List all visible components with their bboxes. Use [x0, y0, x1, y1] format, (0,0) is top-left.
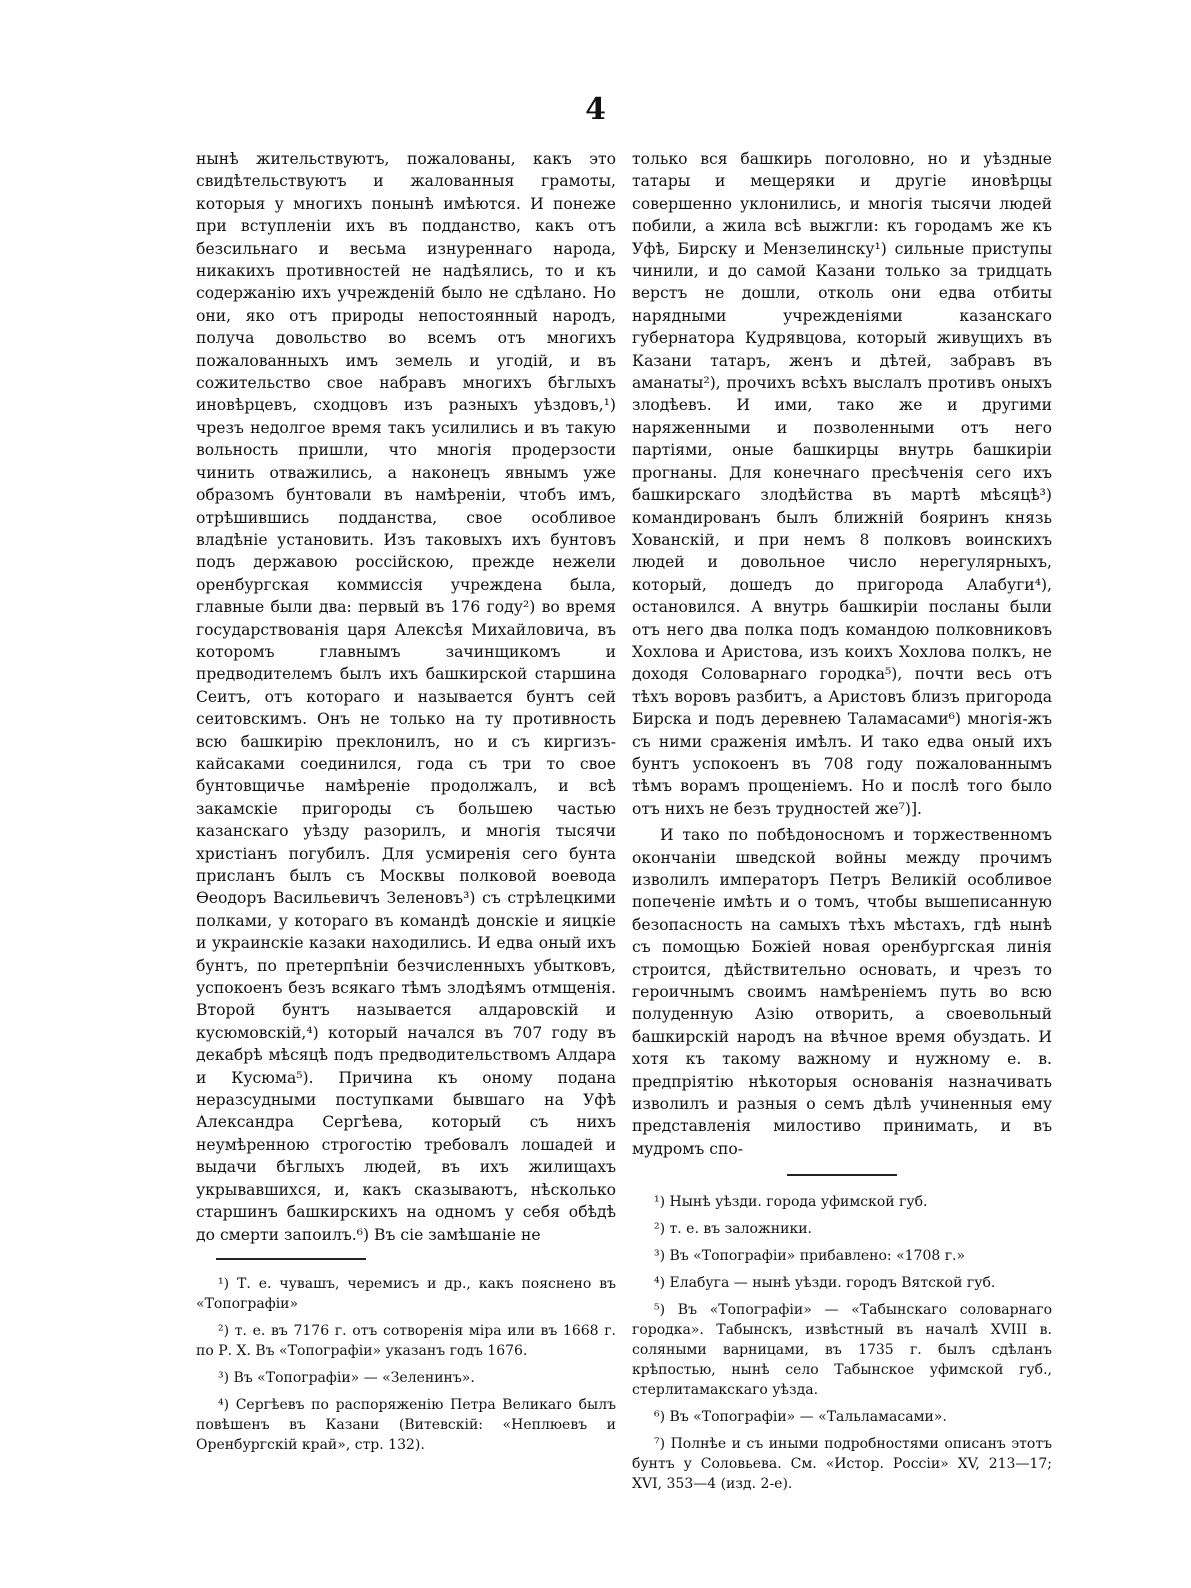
footnote-separator-right: [787, 1174, 897, 1176]
left-footnote-3: ³) Въ «Топографіи» — «Зеленинъ».: [218, 1369, 475, 1386]
footnote-separator-left: [216, 1258, 366, 1260]
right-footnote-3: ³) Въ «Топографіи» прибавлено: «1708 г.»: [654, 1248, 966, 1265]
right-body-text: [632, 148, 1052, 1160]
right-column: [632, 148, 1052, 1501]
left-body-text: [196, 148, 616, 1246]
left-footnote-1: ¹) Т. е. чувашъ, черемисъ и др., какъ пояснено въ «Топографіи»: [196, 1275, 616, 1312]
right-paragraph-1: только вся башкирь поголовно, но и уѣздные татары и мещеряки и другіе иновѣрцы совершенно уклонились, и многія тысячи людей побили, а жила всѣ выжгли: къ городамъ же къ Уфѣ, Бирску и Мензелинску¹) сильные приступы чинили, и до самой Казани только за тридцать верстъ не дошли, отколь они едва отбиты нарядными учрежденіями казанскаго губернатора Кудрявцова, который живущихъ въ Казани татаръ, женъ и дѣтей, забравъ въ аманаты²), прочихъ всѣхъ выслалъ противъ оныхъ злодѣевъ. И ими, тако же и другими наряженными и позволенными отъ него партіями, оные башкирцы внутрь башкиріи прогнаны. Для конечнаго пресѣченія сего ихъ башкирскаго злодѣйства въ мартѣ мѣсяцѣ³) командированъ былъ ближній бояринъ князь Хованскій, и при немъ 8 полковъ воинскихъ людей и довольное число нерегулярныхъ, который, дошедъ до пригорода Алабуги⁴), остановился. А внутрь башкиріи посланы были отъ него два полка подъ командою полковниковъ Хохлова и Аристова, изъ коихъ Хохлова полкъ, не доходя Соловарнаго городка⁵), почти весь отъ тѣхъ воровъ разбитъ, а Аристовъ близъ пригорода Бирска и подъ деревнею Таламасами⁶) многія-жъ съ ними сраженія имѣлъ. И тако едва оный ихъ бунтъ успокоенъ въ 708 году пожалованнымъ тѣмъ ворамъ прощеніемъ. Но и послѣ того было отъ нихъ не безъ трудностей же⁷)].: [632, 150, 1052, 818]
left-paragraph-1: нынѣ жительствуютъ, пожалованы, какъ это свидѣтельствуютъ и жалованныя грамоты, которыя у многихъ понынѣ имѣются. И понеже при вступленіи ихъ въ подданство, какъ отъ безсильнаго и весьма изнуреннаго народа, никакихъ противностей не надѣялись, то и къ содержанію ихъ учрежденій было не сдѣлано. Но они, яко отъ природы непостоянный народъ, получа довольство во всемъ отъ многихъ пожалованныхъ имъ земель и угодій, и въ сожительство свое набравъ многихъ бѣглыхъ иновѣрцевъ, сходцовъ изъ разныхъ уѣздовъ,¹) чрезъ недолгое время такъ усилились и въ такую вольность пришли, что многія продерзости чинить отважились, а наконецъ явнымъ уже образомъ бунтовали въ намѣреніи, чтобъ имъ, отрѣшившись подданства, свое особливое владѣніе установить. Изъ таковыхъ ихъ бунтовъ подъ державою россійскою, прежде нежели оренбургская коммиссія учреждена была, главные были два: первый въ 176 году²) во время государствованія царя Алексѣя Михайловича, въ которомъ главнымъ зачинщикомъ и предводителемъ былъ ихъ башкирской старшина Сеитъ, отъ котораго и называется бунтъ сей сеитовскимъ. Онъ не только на ту противность всю башкирію преклонилъ, но и съ киргизъ-кайсаками соединился, года съ три то свое бунтовщичье намѣреніе продолжалъ, и всѣ закамскіе пригороды съ большею частью казанскаго уѣзду разорилъ, и многія тысячи христіанъ погубилъ. Для усмиренія сего бунта присланъ былъ съ Москвы полковой воевода Ѳеодоръ Васильевичъ Зеленовъ³) съ стрѣлецкими полками, у котораго въ командѣ донскіе и яицкіе и украинскіе казаки находились. И едва оный ихъ бунтъ, по претерпѣніи безчисленныхъ убытковъ, успокоенъ безъ всякаго тѣмъ злодѣямъ отмщенія. Второй бунтъ называется алдаровскій и кусюмовскій,⁴) который начался въ 707 году въ декабрѣ мѣсяцѣ подъ предводительствомъ Алдара и Кусюма⁵). Причина къ оному подана неразсудными поступками бывшаго на Уфѣ Александра Сергѣева, который съ нихъ неумѣренною строгостію требовалъ лошадей и выдачи бѣглыхъ людей, въ ихъ жилищахъ укрывавшихся, и, какъ сказываютъ, нѣсколько старшинъ башкирскихъ на одномъ у себя обѣдѣ до смерти запоилъ.⁶) Въ сіе замѣшаніе не: [196, 150, 616, 1244]
left-footnote-4: ⁴) Сергѣевъ по распоряженію Петра Великаго былъ повѣшенъ въ Казани (Витевскій: «Неплюевъ и Оренбургскій край», стр. 132).: [196, 1396, 616, 1453]
right-footnote-5: ⁵) Въ «Топографіи» — «Табынскаго соловарнаго городка». Табынскъ, извѣстный въ началѣ XVIII в. соляными варницами, въ 1735 г. былъ сдѣланъ крѣпостью, нынѣ село Табынское уфимской губ., стерлитамакскаго уѣзда.: [632, 1302, 1052, 1399]
left-column: [196, 148, 616, 1462]
right-footnotes: [632, 1192, 1052, 1494]
right-footnote-7: ⁷) Полнѣе и съ иными подробностями описанъ этотъ бунтъ у Соловьева. См. «Истор. Россіи» XV, 213—17; XVI, 353—4 (изд. 2-е).: [632, 1436, 1052, 1493]
right-paragraph-2: И тако по побѣдоносномъ и торжественномъ окончаніи шведской войны между прочимъ изволилъ императоръ Петръ Великій особливое попеченіе имѣть и о томъ, чтобы вышеписанную безопасность на самыхъ тѣхъ мѣстахъ, гдѣ нынѣ съ помощью Божіей новая оренбургская линія строится, дѣйствительно основать, и чрезъ то героичнымъ своимъ намѣреніемъ путь во всю полуденную Азію отворить, а своевольный башкирскій народъ на вѣчное время обуздать. И хотя къ такому важному и нужному е. в. предпріятію нѣкоторыя основанія назначивать изволилъ и разныя о семъ дѣлѣ учиненныя ему представленія милостиво принимать, и въ мудромъ спо-: [632, 826, 1052, 1158]
right-footnote-2: ²) т. е. въ заложники.: [654, 1221, 812, 1238]
left-footnotes: [196, 1274, 616, 1455]
left-footnote-2: ²) т. е. въ 7176 г. отъ сотворенія міра или въ 1668 г. по Р. Х. Въ «Топографіи» указанъ годъ 1676.: [196, 1322, 616, 1359]
right-footnote-4: ⁴) Елабуга — нынѣ уѣзди. городъ Вятской губ.: [654, 1275, 996, 1292]
right-footnote-6: ⁶) Въ «Топографіи» — «Тальламасами».: [654, 1409, 947, 1426]
right-footnote-1: ¹) Нынѣ уѣзди. города уфимской губ.: [654, 1194, 928, 1211]
page-number: 4: [585, 92, 606, 127]
